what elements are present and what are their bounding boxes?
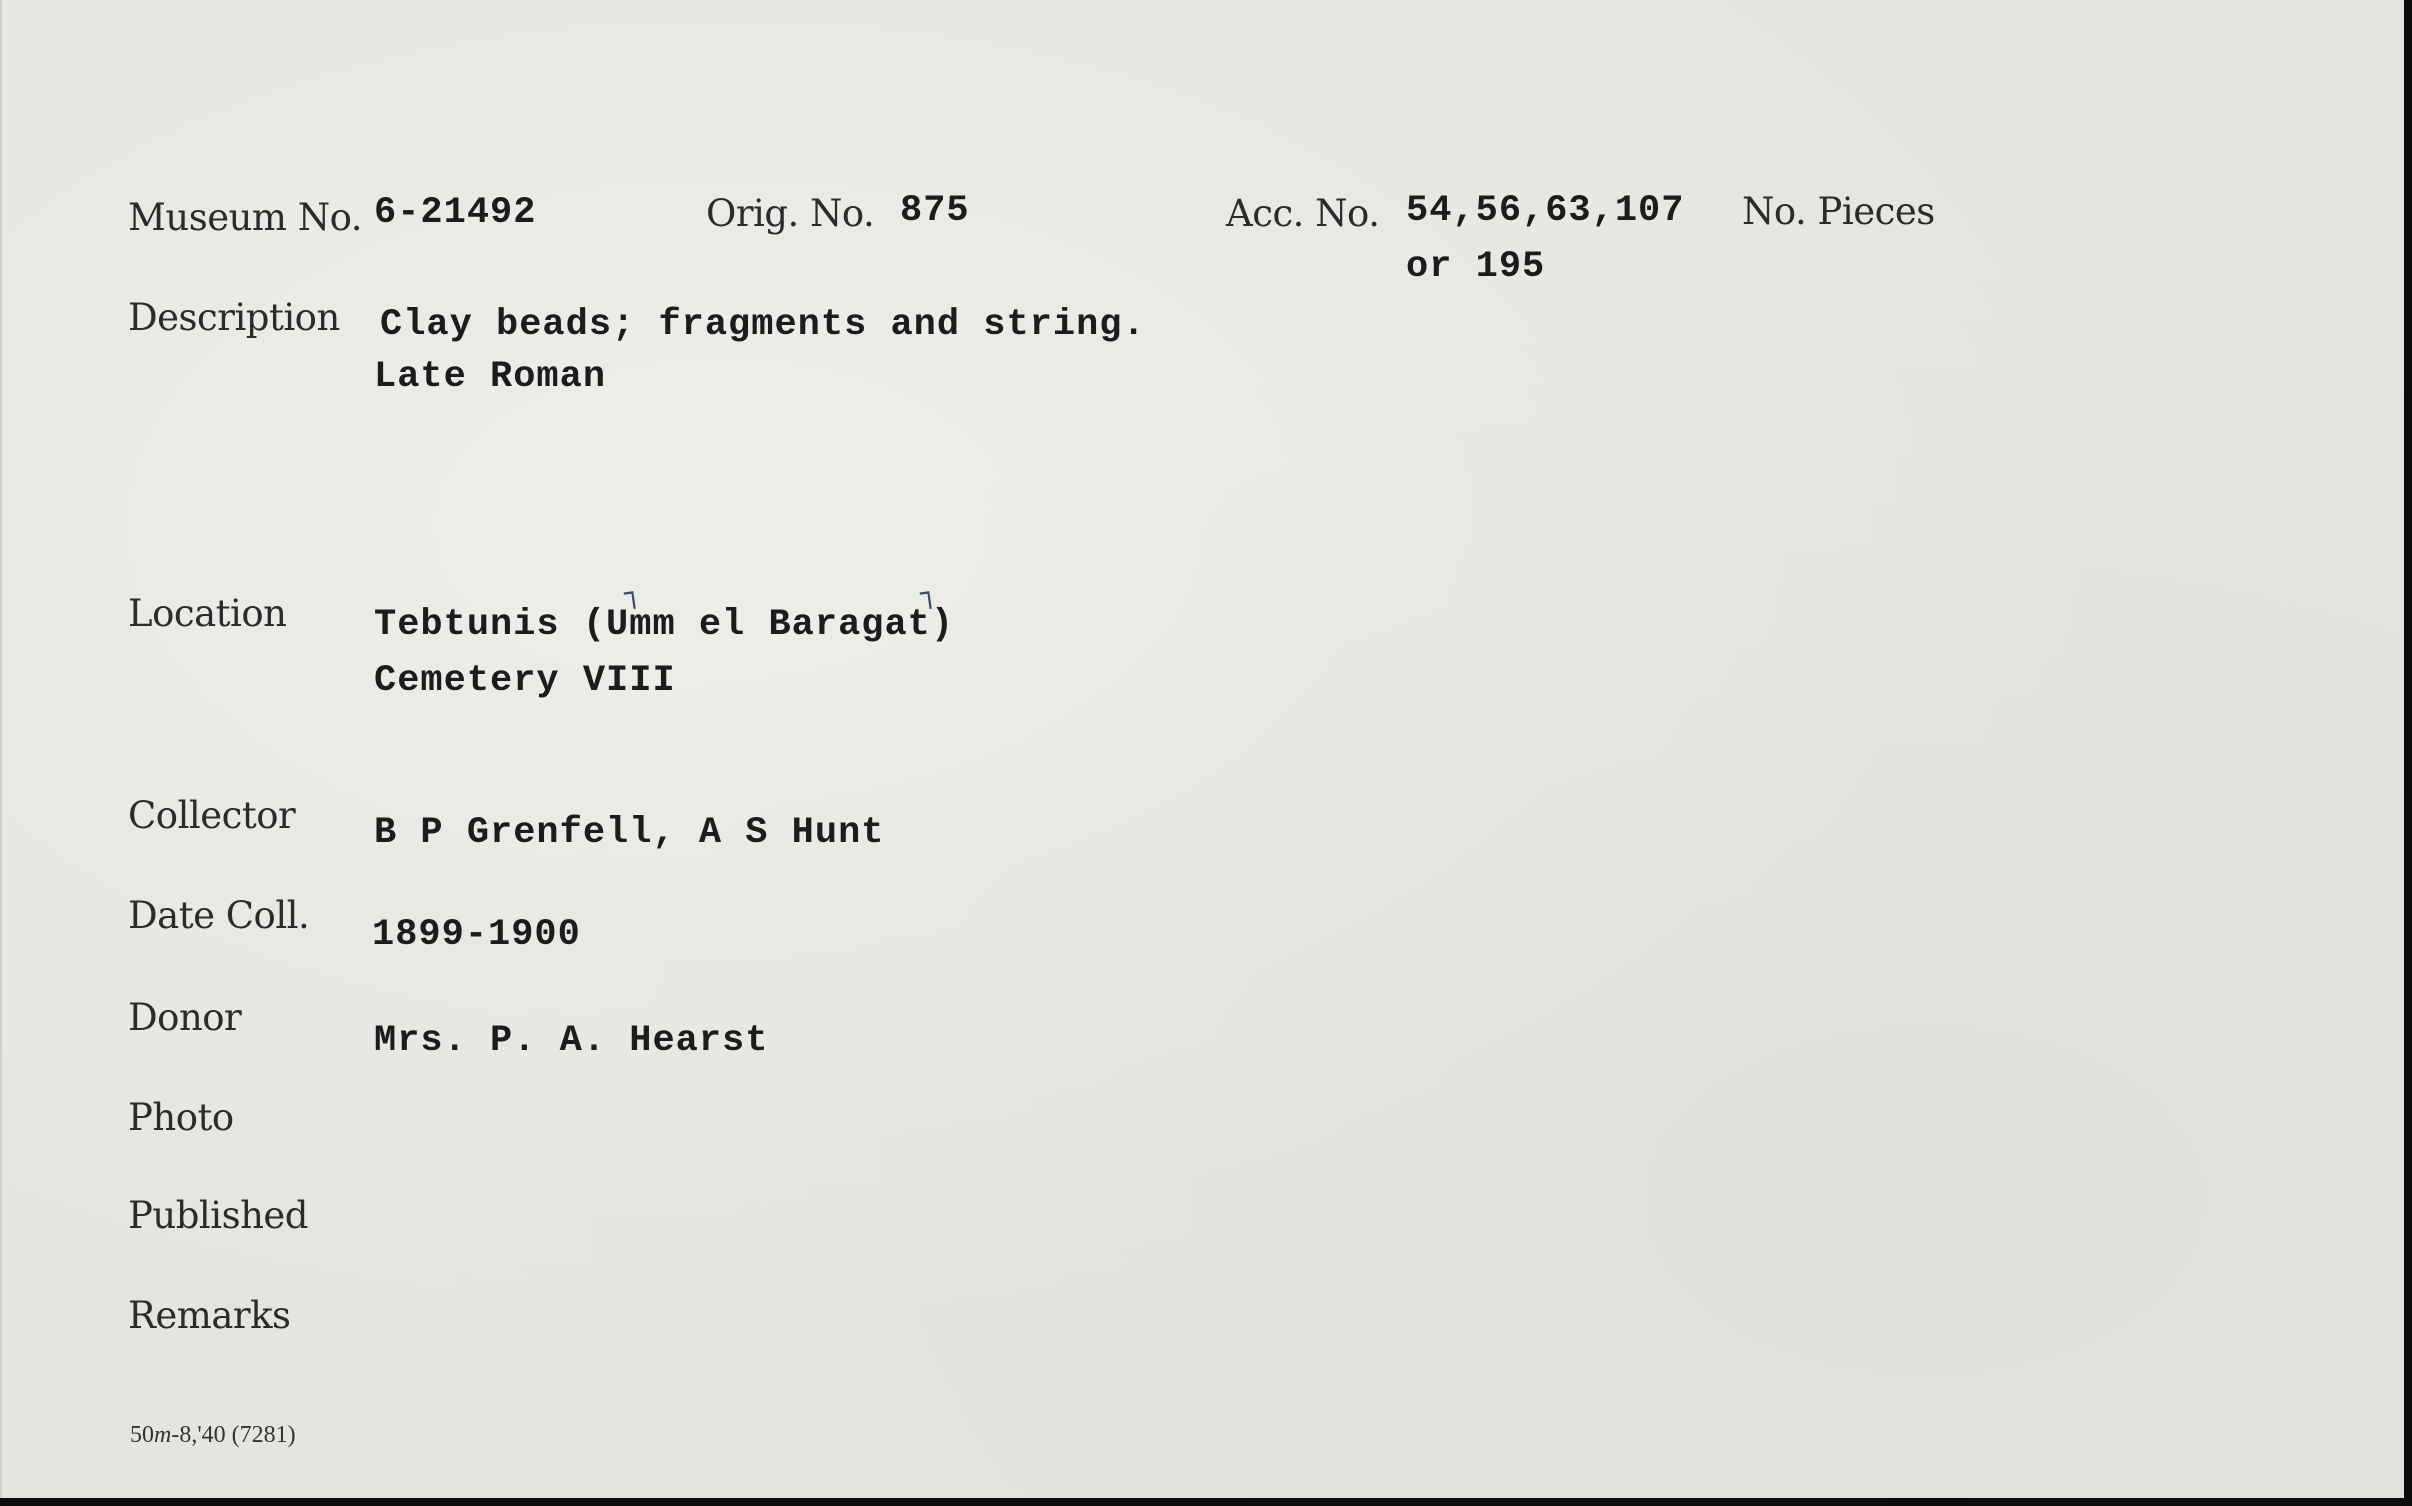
acc-no-value-line2: or 195 — [1406, 246, 1546, 288]
orig-no-value: 875 — [900, 190, 970, 232]
description-label: Description — [128, 296, 340, 339]
orig-no-label: Orig. No. — [706, 192, 875, 235]
location-label: Location — [128, 592, 287, 635]
donor-value: Mrs. P. A. Hearst — [374, 1020, 769, 1062]
description-value-line1: Clay beads; fragments and string. — [380, 304, 1146, 346]
print-code-prefix: 50 — [130, 1422, 154, 1448]
print-code — [130, 1422, 296, 1449]
location-value-line2: Cemetery VIII — [374, 660, 676, 702]
scan-border-right — [2404, 0, 2412, 1506]
remarks-label: Remarks — [128, 1294, 291, 1337]
donor-label: Donor — [128, 996, 242, 1039]
print-code-suffix: -8,'40 (7281) — [171, 1422, 296, 1448]
date-coll-label: Date Coll. — [128, 894, 310, 937]
location-value-line1: Tebtunis (Umm el Baragat) — [374, 604, 955, 646]
acc-no-label: Acc. No. — [1226, 192, 1380, 235]
published-label: Published — [128, 1194, 308, 1237]
collector-value: B P Grenfell, A S Hunt — [374, 812, 885, 854]
museum-no-label: Museum No. — [128, 196, 363, 239]
photo-label: Photo — [128, 1096, 234, 1139]
date-coll-value: 1899-1900 — [372, 914, 581, 956]
museum-no-value: 6-21492 — [374, 192, 537, 234]
collector-label: Collector — [128, 794, 296, 837]
acc-no-value-line1: 54,56,63,107 — [1406, 190, 1685, 232]
print-code-italic: m — [154, 1422, 172, 1448]
macron-mark-u: ┐ — [621, 574, 644, 611]
macron-mark-a: ┐ — [917, 574, 940, 611]
no-pieces-label: No. Pieces — [1742, 190, 1935, 233]
description-value-line2: Late Roman — [374, 356, 607, 398]
scan-border-bottom — [0, 1498, 2412, 1506]
